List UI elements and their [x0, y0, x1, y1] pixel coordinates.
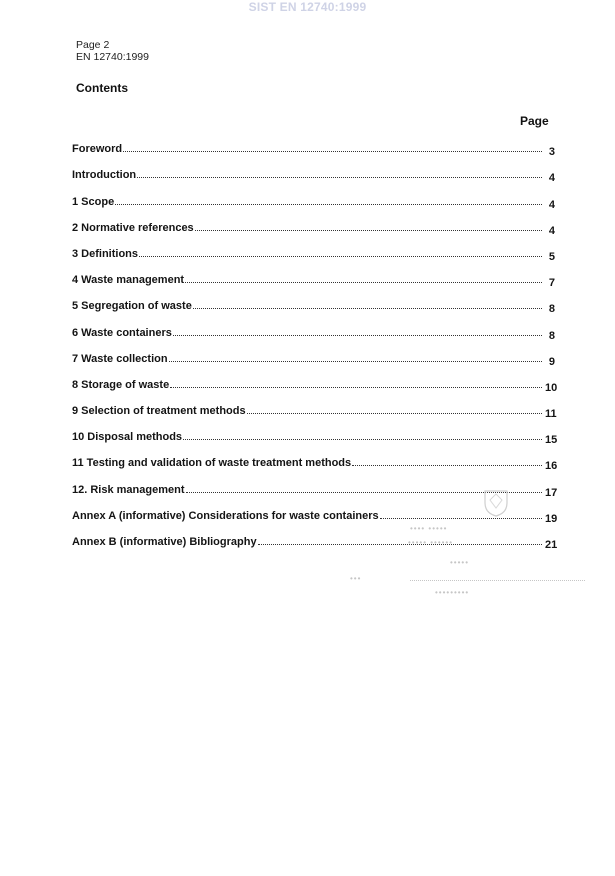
- toc-entry-title: 6 Waste containers: [72, 326, 172, 339]
- toc-entry[interactable]: [72, 286, 555, 316]
- toc-entry-title: 9 Selection of treatment methods: [72, 405, 246, 418]
- toc-entry-title: Introduction: [72, 169, 137, 182]
- stamp-line: •••••: [450, 558, 470, 567]
- toc-entry-page: 4: [548, 198, 555, 211]
- toc-leader: [170, 387, 542, 388]
- toc-entry-page: 4: [548, 172, 555, 185]
- page-column-label: Page: [520, 114, 549, 128]
- toc-entry-page: 8: [548, 329, 555, 342]
- toc-entry-page: 8: [548, 303, 555, 316]
- stamp-line: •••: [350, 574, 362, 583]
- toc-entry-title: 10 Disposal methods: [72, 431, 183, 444]
- toc-entry-page: 16: [545, 460, 558, 473]
- page-header: [76, 39, 149, 63]
- toc-entry-page: 10: [545, 381, 558, 394]
- toc-entry-title: Annex B (informative) Bibliography: [72, 536, 257, 548]
- toc-entry-page: 3: [548, 146, 555, 159]
- toc-entry-page: 11: [545, 408, 557, 421]
- toc-leader: [123, 151, 542, 152]
- toc-entry[interactable]: [72, 155, 555, 185]
- toc-entry-page: 7: [548, 277, 555, 290]
- toc-entry-title: 2 Normative references: [72, 221, 194, 234]
- toc-leader: [139, 256, 542, 257]
- toc-leader: [183, 439, 542, 440]
- stamp-line: •••••••••: [435, 588, 470, 597]
- toc-entry-title: 12. Risk management: [72, 483, 185, 496]
- toc-entry-page: 5: [548, 250, 555, 263]
- toc-entry-title: 3 Definitions: [72, 247, 139, 260]
- toc-entry-title: 1 Scope: [72, 195, 115, 208]
- watermark: SIST EN 12740:1999: [248, 0, 367, 14]
- toc-entry[interactable]: [72, 339, 555, 368]
- toc-leader: [352, 465, 542, 466]
- toc-leader: [115, 204, 542, 205]
- standard-number: EN 12740:1999: [76, 51, 149, 63]
- toc-entry-title: 11 Testing and validation of waste treatment methods: [72, 457, 352, 470]
- stamp-line: ••••• ••••••: [408, 538, 454, 547]
- toc-entry-page: 17: [545, 486, 558, 499]
- toc-leader: [247, 413, 542, 414]
- toc-leader: [195, 230, 542, 231]
- toc-entry[interactable]: [72, 312, 555, 342]
- toc-leader: [185, 282, 542, 283]
- toc-entry[interactable]: [72, 208, 555, 237]
- library-stamp: [350, 488, 595, 598]
- toc-entry[interactable]: [72, 129, 555, 159]
- toc-entry[interactable]: [72, 391, 557, 421]
- toc-entry-title: Annex A (informative) Considerations for waste containers: [72, 509, 379, 522]
- toc-entry-title: Foreword: [72, 143, 123, 156]
- toc-entry-page: 15: [545, 434, 558, 447]
- toc-entry-page: 19: [545, 512, 558, 525]
- toc-entry[interactable]: [72, 181, 555, 211]
- stamp-line: •••• •••••: [410, 524, 448, 533]
- toc-entry[interactable]: [72, 260, 555, 290]
- toc-entry[interactable]: [72, 443, 558, 473]
- toc-entry-title: 7 Waste collection: [72, 352, 168, 365]
- toc-entry[interactable]: [72, 417, 558, 447]
- page-number: Page 2: [76, 39, 110, 51]
- toc-leader: [137, 177, 542, 178]
- stamp-signature-line: [410, 580, 585, 581]
- toc-entry-title: 5 Segregation of waste: [72, 300, 192, 313]
- toc-leader: [193, 308, 542, 309]
- toc-leader: [173, 335, 542, 336]
- toc-entry-title: 4 Waste management: [72, 274, 185, 287]
- crest-icon: [482, 488, 510, 518]
- toc-leader: [169, 361, 542, 362]
- toc-entry-title: 8 Storage of waste: [72, 378, 170, 391]
- toc-entry-page: 4: [548, 224, 555, 237]
- toc-entry[interactable]: [72, 234, 555, 263]
- toc-entry[interactable]: [72, 365, 558, 394]
- table-of-contents: [72, 129, 558, 551]
- toc-entry-page: 9: [548, 355, 555, 368]
- contents-heading: Contents: [76, 81, 128, 95]
- toc-entry-page: 21: [545, 539, 558, 551]
